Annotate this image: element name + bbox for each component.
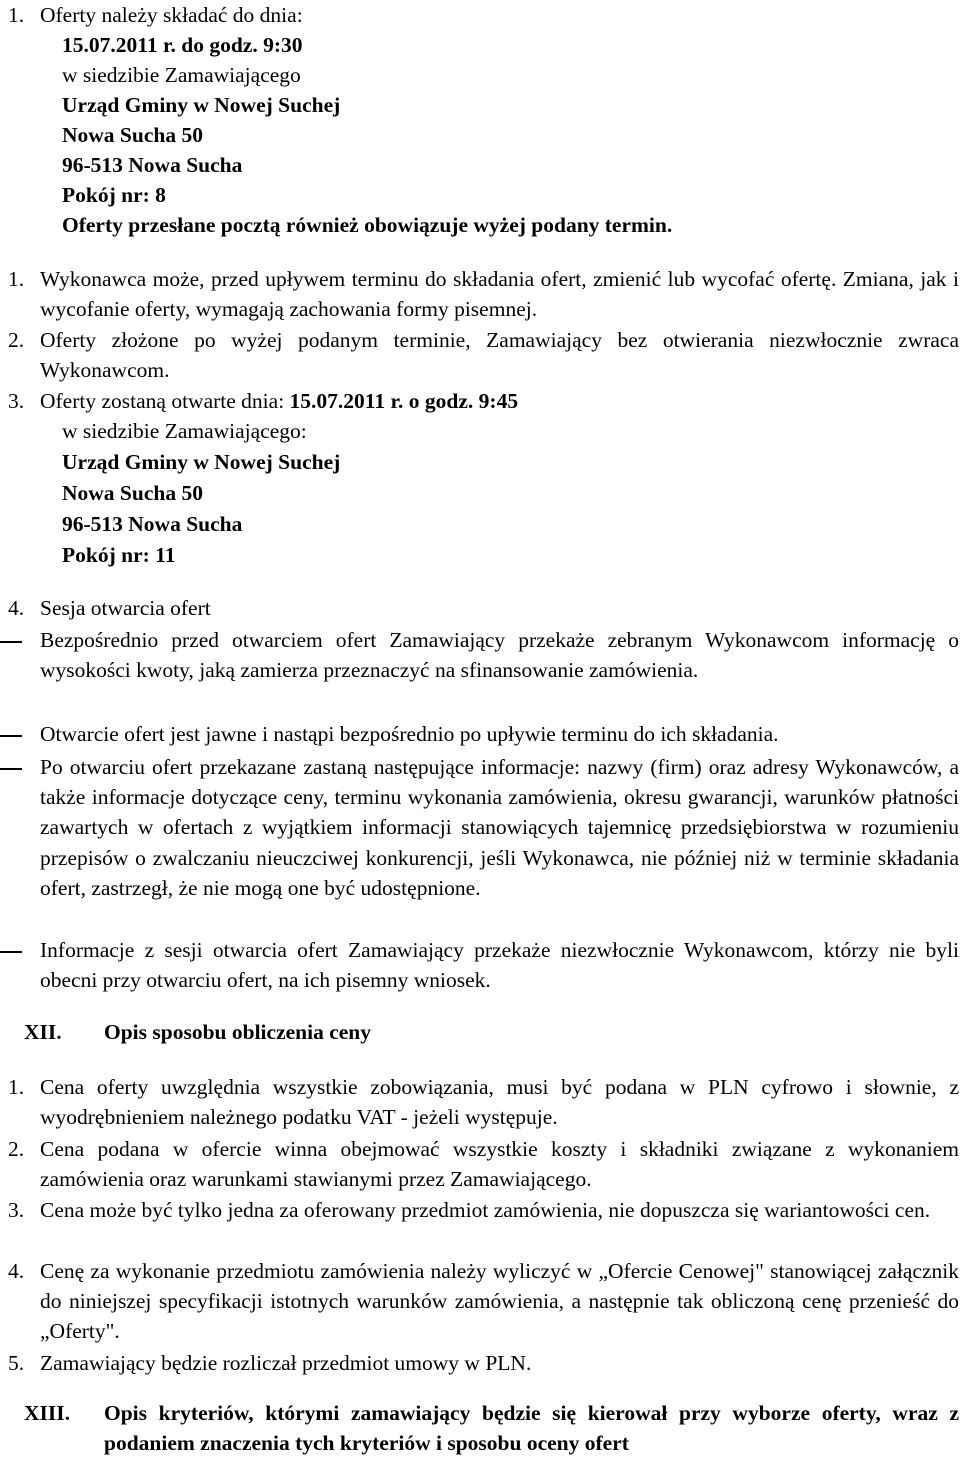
section-12-item-4 [0,1256,960,1347]
section-title: Opis sposobu obliczenia ceny [104,1020,372,1044]
item-number: 2. [8,1137,25,1161]
session-block [0,593,960,623]
item-text: Cena może być tylko jedna za oferowany przedmiot zamówienia, nie dopuszcza się wariantowości cen. [40,1198,931,1222]
withdraw-item-1 [0,264,960,324]
submission-room: Pokój nr: 8 [62,183,166,207]
opening-label: Oferty zostaną otwarte dnia: [40,389,285,413]
bullet-text: Otwarcie ofert jest jawne i nastąpi bezpośrednio po upływie terminu do ich składania. [40,722,779,746]
item-number: 1. [8,3,25,27]
item-number: 5. [8,1351,25,1375]
dash-bullet-icon [0,735,22,737]
session-bullet-1 [0,625,960,685]
section-12-item-2 [0,1134,960,1194]
withdraw-item-2 [0,325,960,385]
submission-heading: Oferty należy składać do dnia: [40,3,303,27]
opening-date: 15.07.2011 r. o godz. 9:45 [289,389,519,413]
withdraw-item-3 [0,386,960,416]
submission-post-note: Oferty przesłane pocztą również obowiązuje wyżej podany termin. [62,213,673,237]
dash-bullet-icon [0,951,22,953]
section-13-heading [0,1398,960,1458]
item-text: Cena podana w ofercie winna obejmować wszystkie koszty i składniki związane z wykonaniem zamówienia oraz warunkami stawianymi przez Zamawiającego. [40,1137,959,1192]
item-text: Oferty złożone po wyżej podanym terminie, Zamawiający bez otwierania niezwłocznie zwraca Wykonawcom. [40,328,959,383]
submission-deadline: 15.07.2011 r. do godz. 9:30 [62,33,303,57]
session-bullet-2 [0,719,960,749]
submission-place: w siedzibie Zamawiającego [62,63,301,87]
dash-bullet-icon [0,768,22,770]
session-bullet-4 [0,935,960,995]
submission-street: Nowa Sucha 50 [62,123,203,147]
opening-city: 96-513 Nowa Sucha [62,512,243,536]
item-text: Zamawiający będzie rozliczał przedmiot umowy w PLN. [40,1351,532,1375]
submission-city: 96-513 Nowa Sucha [62,153,243,177]
session-title: Sesja otwarcia ofert [40,596,211,620]
section-12-item-1 [0,1072,960,1132]
item-number: 3. [8,1198,25,1222]
bullet-text: Informacje z sesji otwarcia ofert Zamawiający przekaże niezwłocznie Wykonawcom, którzy nie byli obecni przy otwarciu ofert, na ich pisemny wniosek. [40,938,959,993]
item-text: Cena oferty uwzględnia wszystkie zobowiązania, musi być podana w PLN cyfrowo i słownie, z wyodrębnieniem należnego podatku VAT - jeżeli występuje. [40,1075,959,1130]
item-text [40,386,960,416]
item-number: 1. [8,1075,25,1099]
session-bullet-3 [0,752,960,903]
bullet-text: Po otwarciu ofert przekazane zastaną następujące informacje: nazwy (firm) oraz adresy Wykonawców, a także informacje dotyczące ceny, terminu wykonania zamówienia, okresu gwarancji, warunków płatności zawartych w ofertach z wyjątkiem informacji stanowiących tajemnicę przedsiębiorstwa w rozumieniu przepisów o zwalczaniu nieuczciwej konkurencji, jeśli Wykonawca, nie później niż w terminie składania ofert, zastrzegł, że nie mogą one być udostępnione. [40,755,959,900]
section-12-item-3 [0,1195,960,1225]
section-number: XII. [24,1020,62,1044]
item-text: Wykonawca może, przed upływem terminu do składania ofert, zmienić lub wycofać ofertę. Zmiana, jak i wycofanie oferty, wymagają zachowania formy pisemnej. [40,267,959,322]
bullet-text: Bezpośrednio przed otwarciem ofert Zamawiający przekaże zebranym Wykonawcom informację o wysokości kwoty, jaką zamierza przeznaczyć na sfinansowanie zamówienia. [40,628,959,683]
item-number: 3. [8,389,25,413]
opening-room: Pokój nr: 11 [62,543,176,567]
item-number: 2. [8,328,25,352]
item-number: 4. [8,596,25,620]
item-number: 1. [8,267,25,291]
item-text: Cenę za wykonanie przedmiotu zamówienia należy wyliczyć w „Ofercie Cenowej" stanowiącej załącznik do niniejszej specyfikacji istotnych warunków zamówienia, a następnie tak obliczoną cenę przenieść do „Oferty". [40,1259,959,1344]
section-title: Opis kryteriów, którymi zamawiający będzie się kierował przy wyborze oferty, wraz z podaniem znaczenia tych kryteriów i sposobu oceny ofert [104,1401,959,1456]
section-12-item-5 [0,1348,960,1378]
opening-office: Urząd Gminy w Nowej Suchej [62,450,341,474]
section-number: XIII. [24,1401,71,1425]
item-number: 4. [8,1259,25,1283]
dash-bullet-icon [0,641,22,643]
opening-place: w siedzibie Zamawiającego: [62,419,307,443]
opening-street: Nowa Sucha 50 [62,481,203,505]
submission-office: Urząd Gminy w Nowej Suchej [62,93,341,117]
